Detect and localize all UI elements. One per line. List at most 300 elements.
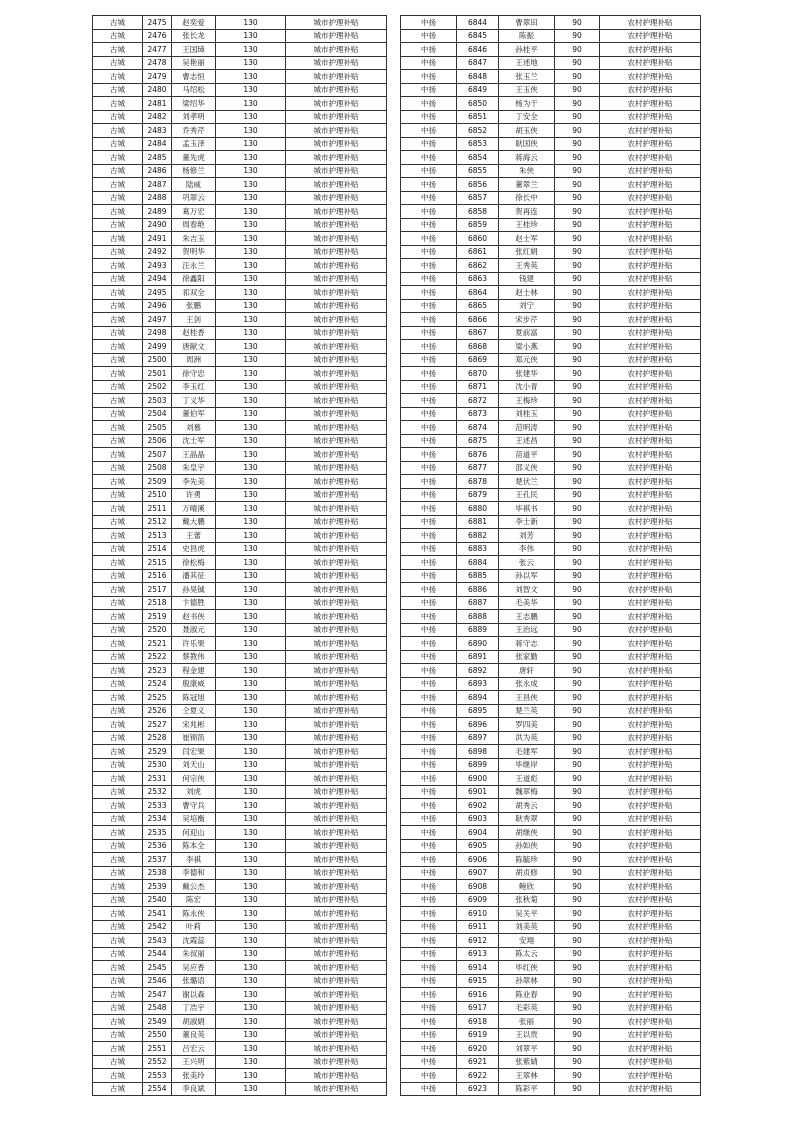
serial-number-cell: 6916: [457, 988, 499, 1002]
town-cell: 古城: [93, 232, 143, 246]
subsidy-type-cell: 农村护理补贴: [600, 974, 701, 988]
subsidy-type-cell: 农村护理补贴: [600, 812, 701, 826]
amount-cell: 130: [216, 961, 286, 975]
town-cell: 古城: [93, 461, 143, 475]
name-cell: 曹翠田: [499, 16, 555, 30]
town-cell: 中扬: [401, 205, 457, 219]
subsidy-type-cell: 城市护理补贴: [286, 340, 387, 354]
amount-cell: 130: [216, 1001, 286, 1015]
amount-cell: 130: [216, 1069, 286, 1083]
subsidy-type-cell: 城市护理补贴: [286, 583, 387, 597]
table-row: [401, 110, 701, 124]
subsidy-type-cell: 农村护理补贴: [600, 731, 701, 745]
town-cell: 古城: [93, 43, 143, 57]
subsidy-type-cell: 农村护理补贴: [600, 961, 701, 975]
subsidy-type-cell: 城市护理补贴: [286, 313, 387, 327]
name-cell: 梁小燕: [499, 340, 555, 354]
serial-number-cell: 2552: [143, 1055, 172, 1069]
name-cell: 蒋海云: [499, 151, 555, 165]
amount-cell: 130: [216, 164, 286, 178]
subsidy-type-cell: 城市护理补贴: [286, 1015, 387, 1029]
name-cell: 陈振: [499, 29, 555, 43]
subsidy-type-cell: 农村护理补贴: [600, 596, 701, 610]
subsidy-type-cell: 农村护理补贴: [600, 448, 701, 462]
town-cell: 中扬: [401, 43, 457, 57]
amount-cell: 90: [555, 731, 600, 745]
name-cell: 蒋守志: [499, 637, 555, 651]
town-cell: 古城: [93, 745, 143, 759]
amount-cell: 130: [216, 583, 286, 597]
amount-cell: 90: [555, 83, 600, 97]
table-row: [401, 56, 701, 70]
town-cell: 古城: [93, 313, 143, 327]
serial-number-cell: 6847: [457, 56, 499, 70]
subsidy-type-cell: 城市护理补贴: [286, 1001, 387, 1015]
table-row: [93, 97, 387, 111]
serial-number-cell: 6918: [457, 1015, 499, 1029]
subsidy-type-cell: 城市护理补贴: [286, 880, 387, 894]
name-cell: 鲍欣: [499, 880, 555, 894]
table-row: [93, 529, 387, 543]
table-row: [93, 421, 387, 435]
serial-number-cell: 6863: [457, 272, 499, 286]
name-cell: 徐长中: [499, 191, 555, 205]
table-row: [93, 893, 387, 907]
subsidy-type-cell: 城市护理补贴: [286, 1069, 387, 1083]
town-cell: 古城: [93, 488, 143, 502]
table-row: [93, 880, 387, 894]
subsidy-type-cell: 城市护理补贴: [286, 1028, 387, 1042]
name-cell: 夏前富: [499, 326, 555, 340]
subsidy-type-cell: 农村护理补贴: [600, 97, 701, 111]
subsidy-type-cell: 城市护理补贴: [286, 245, 387, 259]
subsidy-type-cell: 农村护理补贴: [600, 83, 701, 97]
serial-number-cell: 6866: [457, 313, 499, 327]
amount-cell: 90: [555, 259, 600, 273]
amount-cell: 130: [216, 137, 286, 151]
subsidy-type-cell: 城市护理补贴: [286, 83, 387, 97]
serial-number-cell: 6857: [457, 191, 499, 205]
amount-cell: 90: [555, 947, 600, 961]
amount-cell: 130: [216, 596, 286, 610]
name-cell: 葛万宏: [172, 205, 216, 219]
town-cell: 古城: [93, 407, 143, 421]
serial-number-cell: 2533: [143, 799, 172, 813]
town-cell: 古城: [93, 880, 143, 894]
town-cell: 古城: [93, 758, 143, 772]
subsidy-type-cell: 农村护理补贴: [600, 70, 701, 84]
amount-cell: 130: [216, 245, 286, 259]
serial-number-cell: 6917: [457, 1001, 499, 1015]
subsidy-type-cell: 农村护理补贴: [600, 313, 701, 327]
amount-cell: 130: [216, 218, 286, 232]
town-cell: 中扬: [401, 313, 457, 327]
serial-number-cell: 2491: [143, 232, 172, 246]
name-cell: 戴大鹏: [172, 515, 216, 529]
serial-number-cell: 6851: [457, 110, 499, 124]
town-cell: 中扬: [401, 137, 457, 151]
town-cell: 中扬: [401, 920, 457, 934]
amount-cell: 130: [216, 1015, 286, 1029]
table-row: [401, 16, 701, 30]
name-cell: 毕祺书: [499, 502, 555, 516]
table-row: [401, 758, 701, 772]
town-cell: 古城: [93, 677, 143, 691]
town-cell: 古城: [93, 947, 143, 961]
table-row: [93, 137, 387, 151]
serial-number-cell: 2544: [143, 947, 172, 961]
amount-cell: 90: [555, 191, 600, 205]
subsidy-type-cell: 城市护理补贴: [286, 637, 387, 651]
town-cell: 古城: [93, 529, 143, 543]
amount-cell: 130: [216, 650, 286, 664]
subsidy-type-cell: 农村护理补贴: [600, 623, 701, 637]
amount-cell: 130: [216, 191, 286, 205]
table-row: [93, 110, 387, 124]
name-cell: 唐献文: [172, 340, 216, 354]
town-cell: 中扬: [401, 380, 457, 394]
name-cell: 胡贞修: [499, 866, 555, 880]
name-cell: 程金建: [172, 664, 216, 678]
town-cell: 中扬: [401, 1082, 457, 1096]
table-row: [401, 70, 701, 84]
serial-number-cell: 2497: [143, 313, 172, 327]
table-row: [401, 394, 701, 408]
subsidy-type-cell: 农村护理补贴: [600, 137, 701, 151]
serial-number-cell: 6869: [457, 353, 499, 367]
name-cell: 杨修兰: [172, 164, 216, 178]
name-cell: 许乐果: [172, 637, 216, 651]
subsidy-type-cell: 城市护理补贴: [286, 232, 387, 246]
amount-cell: 130: [216, 623, 286, 637]
serial-number-cell: 2490: [143, 218, 172, 232]
town-cell: 古城: [93, 205, 143, 219]
name-cell: 王剑: [172, 313, 216, 327]
table-row: [93, 124, 387, 138]
subsidy-type-cell: 城市护理补贴: [286, 1055, 387, 1069]
serial-number-cell: 6903: [457, 812, 499, 826]
amount-cell: 130: [216, 178, 286, 192]
name-cell: 叶莉: [172, 920, 216, 934]
table-row: [93, 691, 387, 705]
table-row: [401, 596, 701, 610]
town-cell: 古城: [93, 259, 143, 273]
table-row: [93, 583, 387, 597]
town-cell: 中扬: [401, 488, 457, 502]
serial-number-cell: 2494: [143, 272, 172, 286]
town-cell: 古城: [93, 731, 143, 745]
amount-cell: 90: [555, 326, 600, 340]
table-row: [401, 947, 701, 961]
name-cell: 吴关平: [499, 907, 555, 921]
serial-number-cell: 6846: [457, 43, 499, 57]
amount-cell: 130: [216, 286, 286, 300]
town-cell: 中扬: [401, 988, 457, 1002]
table-row: [93, 340, 387, 354]
table-row: [93, 934, 387, 948]
table-row: [401, 853, 701, 867]
name-cell: 戴公杰: [172, 880, 216, 894]
name-cell: 陈业春: [499, 988, 555, 1002]
name-cell: 沈小青: [499, 380, 555, 394]
serial-number-cell: 6870: [457, 367, 499, 381]
name-cell: 刘天山: [172, 758, 216, 772]
table-row: [93, 1055, 387, 1069]
subsidy-type-cell: 农村护理补贴: [600, 488, 701, 502]
serial-number-cell: 6874: [457, 421, 499, 435]
town-cell: 中扬: [401, 299, 457, 313]
amount-cell: 130: [216, 340, 286, 354]
amount-cell: 130: [216, 83, 286, 97]
serial-number-cell: 6876: [457, 448, 499, 462]
table-row: [401, 515, 701, 529]
subsidy-type-cell: 农村护理补贴: [600, 380, 701, 394]
table-row: [93, 745, 387, 759]
table-row: [93, 1042, 387, 1056]
serial-number-cell: 2521: [143, 637, 172, 651]
amount-cell: 90: [555, 799, 600, 813]
amount-cell: 130: [216, 893, 286, 907]
amount-cell: 130: [216, 259, 286, 273]
subsidy-type-cell: 农村护理补贴: [600, 826, 701, 840]
name-cell: 杨为干: [499, 97, 555, 111]
table-row: [401, 1042, 701, 1056]
name-cell: 胡玉侠: [499, 124, 555, 138]
town-cell: 中扬: [401, 97, 457, 111]
amount-cell: 90: [555, 610, 600, 624]
serial-number-cell: 6908: [457, 880, 499, 894]
town-cell: 古城: [93, 583, 143, 597]
town-cell: 古城: [93, 664, 143, 678]
name-cell: 赵士军: [499, 232, 555, 246]
amount-cell: 130: [216, 529, 286, 543]
town-cell: 中扬: [401, 434, 457, 448]
amount-cell: 130: [216, 934, 286, 948]
subsidy-type-cell: 农村护理补贴: [600, 124, 701, 138]
table-row: [401, 920, 701, 934]
table-row: [401, 340, 701, 354]
serial-number-cell: 2482: [143, 110, 172, 124]
subsidy-type-cell: 城市护理补贴: [286, 286, 387, 300]
town-cell: 古城: [93, 475, 143, 489]
name-cell: 罗四美: [499, 718, 555, 732]
name-cell: 孟玉泽: [172, 137, 216, 151]
serial-number-cell: 2546: [143, 974, 172, 988]
town-cell: 中扬: [401, 623, 457, 637]
name-cell: 刘桂玉: [499, 407, 555, 421]
serial-number-cell: 2519: [143, 610, 172, 624]
serial-number-cell: 2500: [143, 353, 172, 367]
subsidy-type-cell: 城市护理补贴: [286, 650, 387, 664]
town-cell: 古城: [93, 718, 143, 732]
subsidy-type-cell: 农村护理补贴: [600, 1055, 701, 1069]
table-row: [401, 880, 701, 894]
name-cell: 赵士林: [499, 286, 555, 300]
amount-cell: 130: [216, 866, 286, 880]
amount-cell: 90: [555, 839, 600, 853]
amount-cell: 130: [216, 556, 286, 570]
town-cell: 古城: [93, 110, 143, 124]
subsidy-type-cell: 城市护理补贴: [286, 461, 387, 475]
table-row: [93, 866, 387, 880]
amount-cell: 130: [216, 920, 286, 934]
town-cell: 中扬: [401, 56, 457, 70]
table-row: [401, 1069, 701, 1083]
name-cell: 王蕾: [172, 529, 216, 543]
amount-cell: 130: [216, 718, 286, 732]
town-cell: 古城: [93, 866, 143, 880]
town-cell: 古城: [93, 515, 143, 529]
amount-cell: 90: [555, 367, 600, 381]
name-cell: 仝夏义: [172, 704, 216, 718]
table-row: [93, 812, 387, 826]
table-row: [401, 313, 701, 327]
serial-number-cell: 2495: [143, 286, 172, 300]
subsidy-type-cell: 城市护理补贴: [286, 110, 387, 124]
subsidy-type-cell: 城市护理补贴: [286, 515, 387, 529]
name-cell: 张璐语: [172, 974, 216, 988]
subsidy-type-cell: 农村护理补贴: [600, 272, 701, 286]
serial-number-cell: 6856: [457, 178, 499, 192]
name-cell: 张紫婧: [499, 1055, 555, 1069]
name-cell: 李玉红: [172, 380, 216, 394]
serial-number-cell: 6853: [457, 137, 499, 151]
town-cell: 古城: [93, 151, 143, 165]
name-cell: 王道彪: [499, 772, 555, 786]
name-cell: 耿秀翠: [499, 812, 555, 826]
table-row: [93, 664, 387, 678]
name-cell: 苗道平: [499, 448, 555, 462]
subsidy-type-cell: 农村护理补贴: [600, 1001, 701, 1015]
subsidy-type-cell: 城市护理补贴: [286, 70, 387, 84]
table-row: [401, 461, 701, 475]
name-cell: 朱皇宇: [172, 461, 216, 475]
subsidy-type-cell: 农村护理补贴: [600, 718, 701, 732]
subsidy-type-cell: 城市护理补贴: [286, 272, 387, 286]
subsidy-type-cell: 农村护理补贴: [600, 191, 701, 205]
serial-number-cell: 2542: [143, 920, 172, 934]
table-row: [93, 29, 387, 43]
table-row: [93, 799, 387, 813]
subsidy-type-cell: 农村护理补贴: [600, 745, 701, 759]
name-cell: 毛建军: [499, 745, 555, 759]
town-cell: 古城: [93, 448, 143, 462]
subsidy-type-cell: 城市护理补贴: [286, 488, 387, 502]
table-row: [401, 434, 701, 448]
subsidy-type-cell: 农村护理补贴: [600, 1028, 701, 1042]
table-row: [401, 83, 701, 97]
serial-number-cell: 6865: [457, 299, 499, 313]
subsidy-type-cell: 城市护理补贴: [286, 1042, 387, 1056]
table-row: [401, 299, 701, 313]
table-row: [93, 907, 387, 921]
town-cell: 古城: [93, 1069, 143, 1083]
table-row: [401, 839, 701, 853]
amount-cell: 130: [216, 758, 286, 772]
amount-cell: 130: [216, 272, 286, 286]
name-cell: 毛彩英: [499, 1001, 555, 1015]
table-row: [93, 596, 387, 610]
table-row: [93, 56, 387, 70]
amount-cell: 90: [555, 569, 600, 583]
subsidy-type-cell: 农村护理补贴: [600, 245, 701, 259]
town-cell: 中扬: [401, 448, 457, 462]
town-cell: 古城: [93, 353, 143, 367]
amount-cell: 130: [216, 124, 286, 138]
amount-cell: 90: [555, 56, 600, 70]
table-row: [93, 853, 387, 867]
subsidy-type-cell: 城市护理补贴: [286, 569, 387, 583]
amount-cell: 90: [555, 961, 600, 975]
town-cell: 中扬: [401, 340, 457, 354]
subsidy-type-cell: 城市护理补贴: [286, 839, 387, 853]
name-cell: 王翠林: [499, 1069, 555, 1083]
amount-cell: 90: [555, 1015, 600, 1029]
name-cell: 张鹏: [172, 299, 216, 313]
amount-cell: 90: [555, 272, 600, 286]
amount-cell: 90: [555, 232, 600, 246]
town-cell: 古城: [93, 137, 143, 151]
serial-number-cell: 6860: [457, 232, 499, 246]
left-table-body: [93, 16, 387, 1096]
town-cell: 中扬: [401, 691, 457, 705]
table-row: [93, 475, 387, 489]
serial-number-cell: 6913: [457, 947, 499, 961]
table-row: [401, 893, 701, 907]
table-row: [401, 367, 701, 381]
town-cell: 古城: [93, 434, 143, 448]
amount-cell: 90: [555, 29, 600, 43]
table-row: [93, 83, 387, 97]
table-row: [93, 259, 387, 273]
town-cell: 中扬: [401, 947, 457, 961]
subsidy-type-cell: 农村护理补贴: [600, 866, 701, 880]
town-cell: 古城: [93, 974, 143, 988]
amount-cell: 90: [555, 1055, 600, 1069]
subsidy-type-cell: 农村护理补贴: [600, 677, 701, 691]
town-cell: 古城: [93, 29, 143, 43]
name-cell: 郑元侠: [499, 353, 555, 367]
serial-number-cell: 6871: [457, 380, 499, 394]
town-cell: 古城: [93, 367, 143, 381]
name-cell: 李良斌: [172, 1082, 216, 1096]
subsidy-type-cell: 城市护理补贴: [286, 326, 387, 340]
serial-number-cell: 2479: [143, 70, 172, 84]
table-row: [401, 745, 701, 759]
subsidy-type-cell: 城市护理补贴: [286, 826, 387, 840]
table-row: [93, 245, 387, 259]
subsidy-type-cell: 农村护理补贴: [600, 583, 701, 597]
subsidy-type-cell: 农村护理补贴: [600, 421, 701, 435]
serial-number-cell: 6920: [457, 1042, 499, 1056]
table-row: [401, 691, 701, 705]
serial-number-cell: 6900: [457, 772, 499, 786]
town-cell: 古城: [93, 542, 143, 556]
amount-cell: 90: [555, 407, 600, 421]
subsidy-type-cell: 农村护理补贴: [600, 407, 701, 421]
serial-number-cell: 6912: [457, 934, 499, 948]
town-cell: 中扬: [401, 569, 457, 583]
subsidy-type-cell: 农村护理补贴: [600, 110, 701, 124]
subsidy-type-cell: 城市护理补贴: [286, 407, 387, 421]
table-row: [93, 515, 387, 529]
name-cell: 王晶晶: [172, 448, 216, 462]
name-cell: 何迎山: [172, 826, 216, 840]
table-row: [401, 1082, 701, 1096]
table-row: [93, 434, 387, 448]
amount-cell: 130: [216, 677, 286, 691]
name-cell: 谢以森: [172, 988, 216, 1002]
